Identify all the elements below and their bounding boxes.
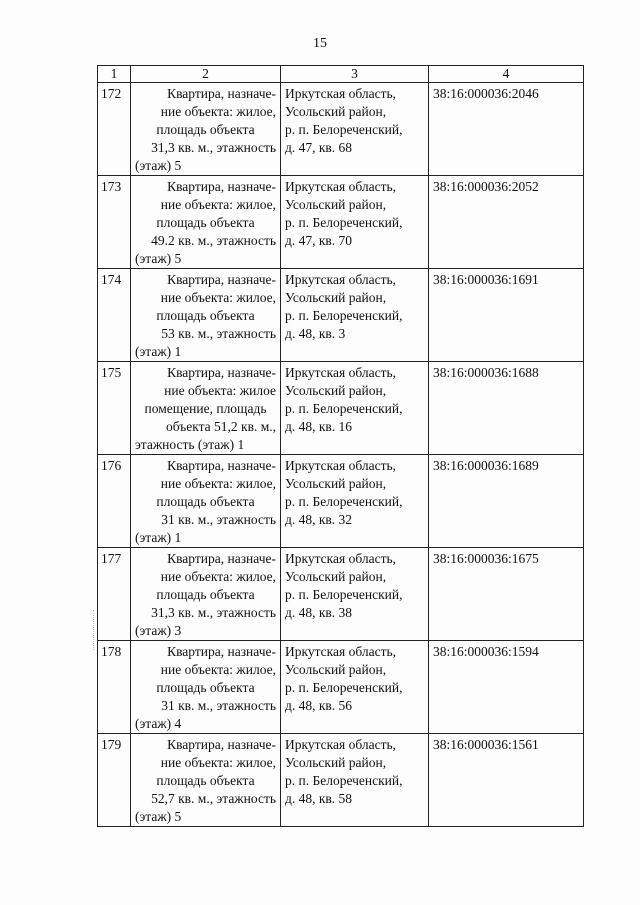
address-line: Усольский район, (285, 662, 387, 677)
address-line: Усольский район, (285, 197, 387, 212)
description-line: Квартира, назначе- (167, 551, 276, 566)
description-line: (этаж) 5 (135, 251, 182, 266)
description-line: 31,3 кв. м., этажность (151, 140, 276, 155)
table-row (98, 269, 584, 362)
description-line: Квартира, назначе- (167, 644, 276, 659)
address-line: Усольский район, (285, 755, 387, 770)
description-line: площадь объекта (156, 680, 255, 695)
address-line: р. п. Белореченский, (285, 215, 403, 230)
column-header-3: 3 (281, 66, 429, 83)
description-line: Квартира, назначе- (167, 179, 276, 194)
description-line: площадь объекта (156, 308, 255, 323)
object-address (281, 548, 429, 641)
table-row (98, 362, 584, 455)
address-line: р. п. Белореченский, (285, 401, 403, 416)
column-header-1: 1 (98, 66, 131, 83)
object-description (131, 548, 281, 641)
description-line: 31 кв. м., этажность (161, 698, 276, 713)
column-header-4: 4 (429, 66, 584, 83)
cadastral-number: 38:16:000036:1691 (429, 269, 584, 362)
address-line: р. п. Белореченский, (285, 680, 403, 695)
address-line: Иркутская область, (285, 365, 397, 380)
address-line: Усольский район, (285, 104, 387, 119)
address-line: Иркутская область, (285, 551, 397, 566)
description-line: площадь объекта (156, 773, 255, 788)
object-description (131, 362, 281, 455)
address-line: Иркутская область, (285, 86, 397, 101)
object-description (131, 455, 281, 548)
address-line: Иркутская область, (285, 272, 397, 287)
address-line: Иркутская область, (285, 179, 397, 194)
address-line: д. 48, кв. 56 (285, 698, 353, 713)
object-address (281, 83, 429, 176)
cadastral-number: 38:16:000036:2046 (429, 83, 584, 176)
description-line: ние объекта: жилое, (160, 104, 276, 119)
row-number: 179 (98, 734, 131, 827)
description-line: Квартира, назначе- (167, 86, 276, 101)
description-line: этажность (этаж) 1 (135, 437, 245, 452)
description-line: площадь объекта (156, 215, 255, 230)
object-address (281, 455, 429, 548)
description-line: (этаж) 5 (135, 158, 182, 173)
description-line: 53 кв. м., этажность (161, 326, 276, 341)
header-row (98, 66, 584, 83)
description-line: (этаж) 3 (135, 623, 182, 638)
address-line: Усольский район, (285, 290, 387, 305)
column-header-2: 2 (131, 66, 281, 83)
address-line: Усольский район, (285, 476, 387, 491)
row-number: 178 (98, 641, 131, 734)
row-number: 173 (98, 176, 131, 269)
table-header (98, 66, 584, 83)
cadastral-number: 38:16:000036:1689 (429, 455, 584, 548)
description-line: ние объекта: жилое, (160, 662, 276, 677)
row-number: 172 (98, 83, 131, 176)
address-line: р. п. Белореченский, (285, 308, 403, 323)
cadastral-number: 38:16:000036:1594 (429, 641, 584, 734)
object-description (131, 176, 281, 269)
description-line: ние объекта: жилое (164, 383, 276, 398)
description-line: Квартира, назначе- (167, 272, 276, 287)
description-line: объекта 51,2 кв. м., (165, 419, 276, 434)
address-line: д. 47, кв. 68 (285, 140, 353, 155)
object-address (281, 176, 429, 269)
description-line: Квартира, назначе- (167, 365, 276, 380)
address-line: Иркутская область, (285, 644, 397, 659)
cadastral-number: 38:16:000036:1561 (429, 734, 584, 827)
description-line: ние объекта: жилое, (160, 569, 276, 584)
description-line: (этаж) 4 (135, 716, 182, 731)
page-number: 15 (313, 36, 327, 51)
address-line: Иркутская область, (285, 458, 397, 473)
address-line: Усольский район, (285, 569, 387, 584)
description-line: Квартира, назначе- (167, 458, 276, 473)
description-line: 31,3 кв. м., этажность (151, 605, 276, 620)
address-line: р. п. Белореченский, (285, 773, 403, 788)
row-number: 174 (98, 269, 131, 362)
description-line: площадь объекта (156, 122, 255, 137)
table-body (98, 83, 584, 827)
object-description (131, 641, 281, 734)
object-address (281, 641, 429, 734)
address-line: д. 48, кв. 3 (285, 326, 346, 341)
row-number: 177 (98, 548, 131, 641)
table-row (98, 176, 584, 269)
description-line: ние объекта: жилое, (160, 476, 276, 491)
table-row (98, 455, 584, 548)
description-line: (этаж) 1 (135, 530, 182, 545)
object-description (131, 269, 281, 362)
description-line: (этаж) 5 (135, 809, 182, 824)
table-row (98, 641, 584, 734)
address-line: р. п. Белореченский, (285, 494, 403, 509)
address-line: Иркутская область, (285, 737, 397, 752)
table-row (98, 83, 584, 176)
address-line: р. п. Белореченский, (285, 587, 403, 602)
description-line: помещение, площадь (144, 401, 267, 416)
address-line: д. 48, кв. 32 (285, 512, 353, 527)
table-row (98, 734, 584, 827)
row-number: 175 (98, 362, 131, 455)
object-description (131, 83, 281, 176)
object-address (281, 362, 429, 455)
address-line: р. п. Белореченский, (285, 122, 403, 137)
description-line: площадь объекта (156, 587, 255, 602)
description-line: 52,7 кв. м., этажность (151, 791, 276, 806)
address-line: д. 48, кв. 58 (285, 791, 353, 806)
object-address (281, 269, 429, 362)
description-line: ние объекта: жилое, (160, 755, 276, 770)
address-line: д. 47, кв. 70 (285, 233, 353, 248)
cadastral-number: 38:16:000036:1675 (429, 548, 584, 641)
description-line: 49.2 кв. м., этажность (151, 233, 276, 248)
cadastral-number: 38:16:000036:2052 (429, 176, 584, 269)
description-line: площадь объекта (156, 494, 255, 509)
row-number: 176 (98, 455, 131, 548)
cadastral-number: 38:16:000036:1688 (429, 362, 584, 455)
table-row (98, 548, 584, 641)
margin-mark (93, 610, 95, 650)
property-registry-table (97, 65, 584, 827)
description-line: 31 кв. м., этажность (161, 512, 276, 527)
address-line: д. 48, кв. 38 (285, 605, 353, 620)
address-line: Усольский район, (285, 383, 387, 398)
object-address (281, 734, 429, 827)
object-description (131, 734, 281, 827)
description-line: Квартира, назначе- (167, 737, 276, 752)
description-line: (этаж) 1 (135, 344, 182, 359)
description-line: ние объекта: жилое, (160, 197, 276, 212)
description-line: ние объекта: жилое, (160, 290, 276, 305)
address-line: д. 48, кв. 16 (285, 419, 353, 434)
